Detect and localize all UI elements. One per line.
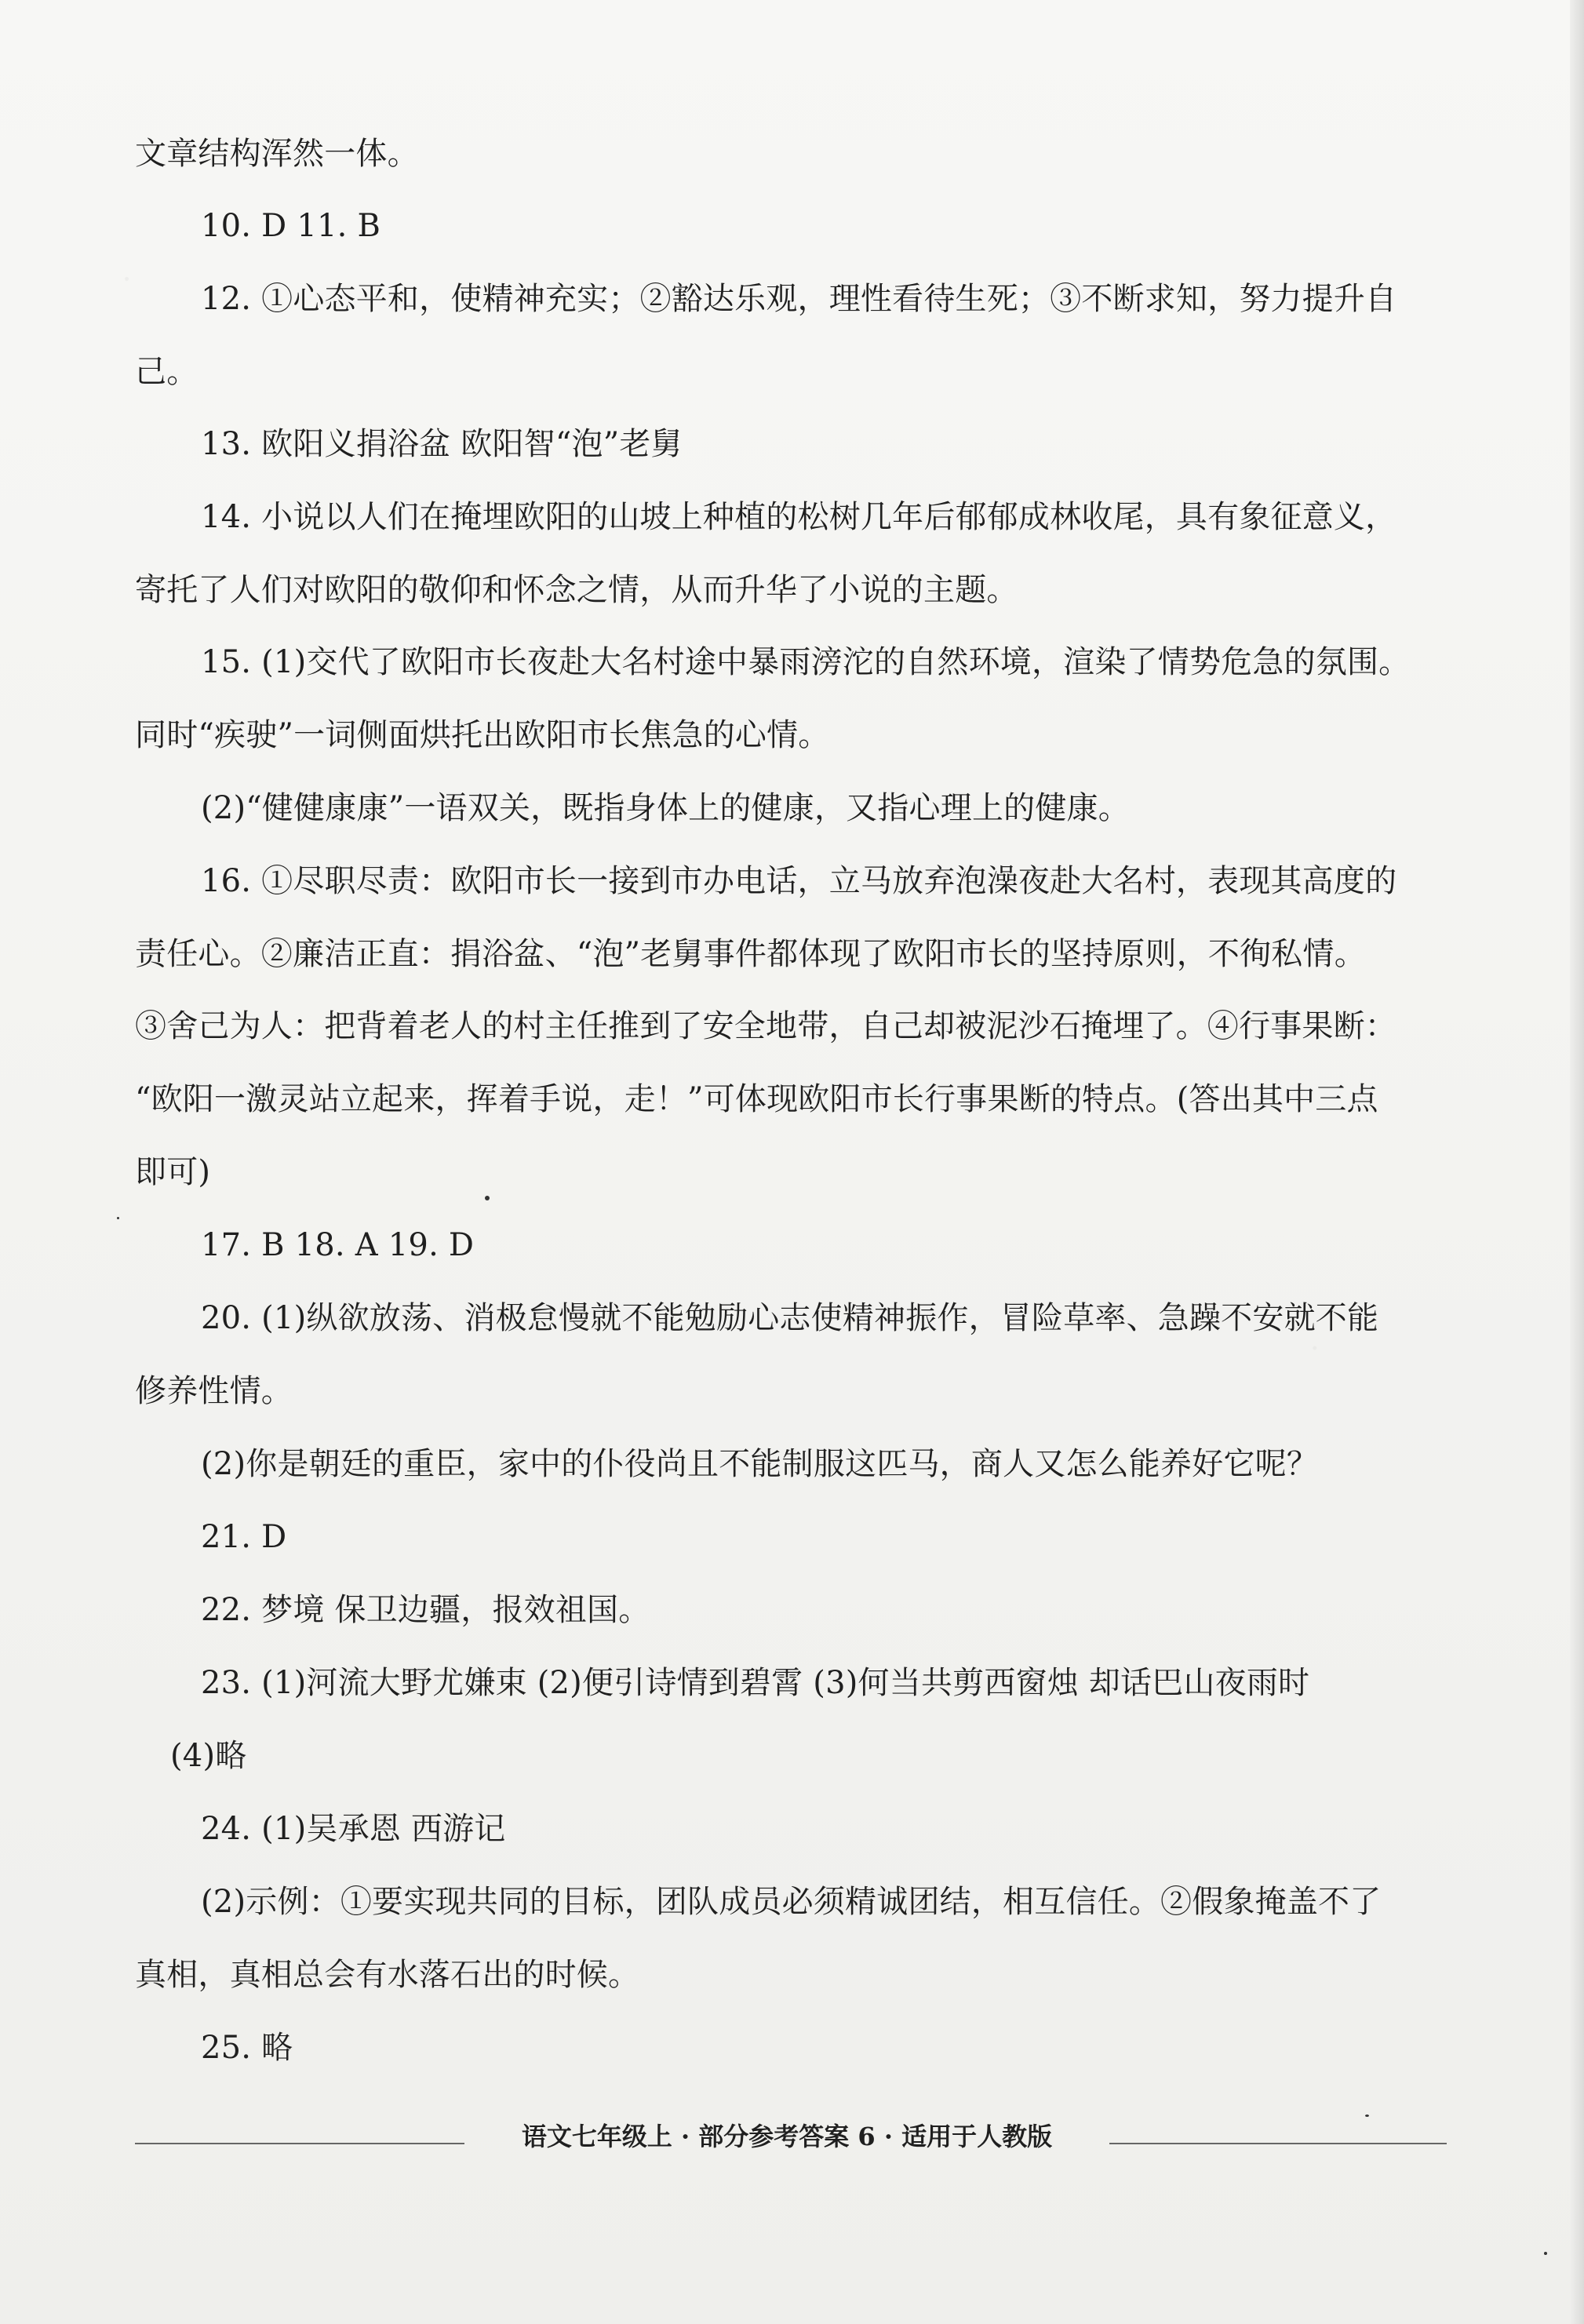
page-edge-shadow	[1570, 0, 1584, 2324]
scan-speck	[1365, 2115, 1369, 2117]
text-line-9: 同时“疾驶”一词侧面烘托出欧阳市长焦急的心情。	[135, 717, 830, 753]
page-footer: 语文七年级上 · 部分参考答案 6 · 适用于人教版	[521, 2122, 1053, 2151]
text-line-1: 文章结构浑然一体。	[135, 136, 419, 172]
text-line-10: (2)“健健康康”一语双关，既指身体上的健康，又指心理上的健康。	[201, 790, 1130, 826]
text-line-3: 12. ①心态平和，使精神充实；②豁达乐观，理性看待生死；③不断求知，努力提升自	[201, 281, 1397, 317]
text-line-8: 15. (1)交代了欧阳市长夜赴大名村途中暴雨滂沱的自然环境，渲染了情势危急的氛围。	[201, 644, 1411, 680]
text-line-7: 寄托了人们对欧阳的敬仰和怀念之情，从而升华了小说的主题。	[135, 572, 1018, 608]
scan-speck	[485, 1196, 490, 1200]
text-line-22: 23. (1)河流大野尤嫌束 (2)便引诗情到碧霄 (3)何当共剪西窗烛 却话巴山夜雨时	[201, 1665, 1310, 1701]
text-line-16: 17. B 18. A 19. D	[201, 1227, 475, 1263]
text-line-25: (2)示例：①要实现共同的目标，团队成员必须精诚团结，相互信任。②假象掩盖不了	[201, 1884, 1382, 1920]
text-line-17: 20. (1)纵欲放荡、消极怠慢就不能勉励心志使精神振作，冒险草率、急躁不安就不能	[201, 1300, 1379, 1336]
text-line-14: “欧阳一激灵站立起来，挥着手说，走！”可体现欧阳市长行事果断的特点。(答出其中三点	[135, 1081, 1378, 1117]
answer-content	[135, 102, 1461, 2066]
text-line-4: 己。	[135, 354, 198, 390]
text-line-26: 真相，真相总会有水落石出的时候。	[135, 1957, 640, 1993]
text-line-12: 责任心。②廉洁正直：捐浴盆、“泡”老舅事件都体现了欧阳市长的坚持原则，不徇私情。	[135, 936, 1366, 972]
text-line-15: 即可)	[135, 1154, 211, 1190]
text-line-2: 10. D 11. B	[201, 208, 381, 244]
footer-left-rule	[135, 2143, 464, 2144]
text-line-13: ③舍己为人：把背着老人的村主任推到了安全地带，自己却被泥沙石掩埋了。④行事果断：	[135, 1008, 1396, 1044]
text-line-5: 13. 欧阳义捐浴盆 欧阳智“泡”老舅	[201, 426, 683, 462]
text-line-11: 16. ①尽职尽责：欧阳市长一接到市办电话，立马放弃泡澡夜赴大名村，表现其高度的	[201, 863, 1397, 899]
footer-right-rule	[1109, 2143, 1447, 2144]
text-line-21: 22. 梦境 保卫边疆，报效祖国。	[201, 1592, 650, 1628]
text-line-23: (4)略	[170, 1738, 247, 1774]
text-line-18: 修养性情。	[135, 1373, 293, 1409]
text-line-6: 14. 小说以人们在掩埋欧阳的山坡上种植的松树几年后郁郁成林收尾，具有象征意义，	[201, 499, 1397, 535]
text-line-27: 25. 略	[201, 2030, 293, 2066]
text-line-19: (2)你是朝廷的重臣，家中的仆役尚且不能制服这匹马，商人又怎么能养好它呢？	[201, 1446, 1319, 1482]
scan-speck	[117, 1217, 119, 1219]
scan-speck	[1544, 2252, 1547, 2255]
text-line-24: 24. (1)吴承恩 西游记	[201, 1811, 506, 1847]
text-line-20: 21. D	[201, 1519, 287, 1555]
